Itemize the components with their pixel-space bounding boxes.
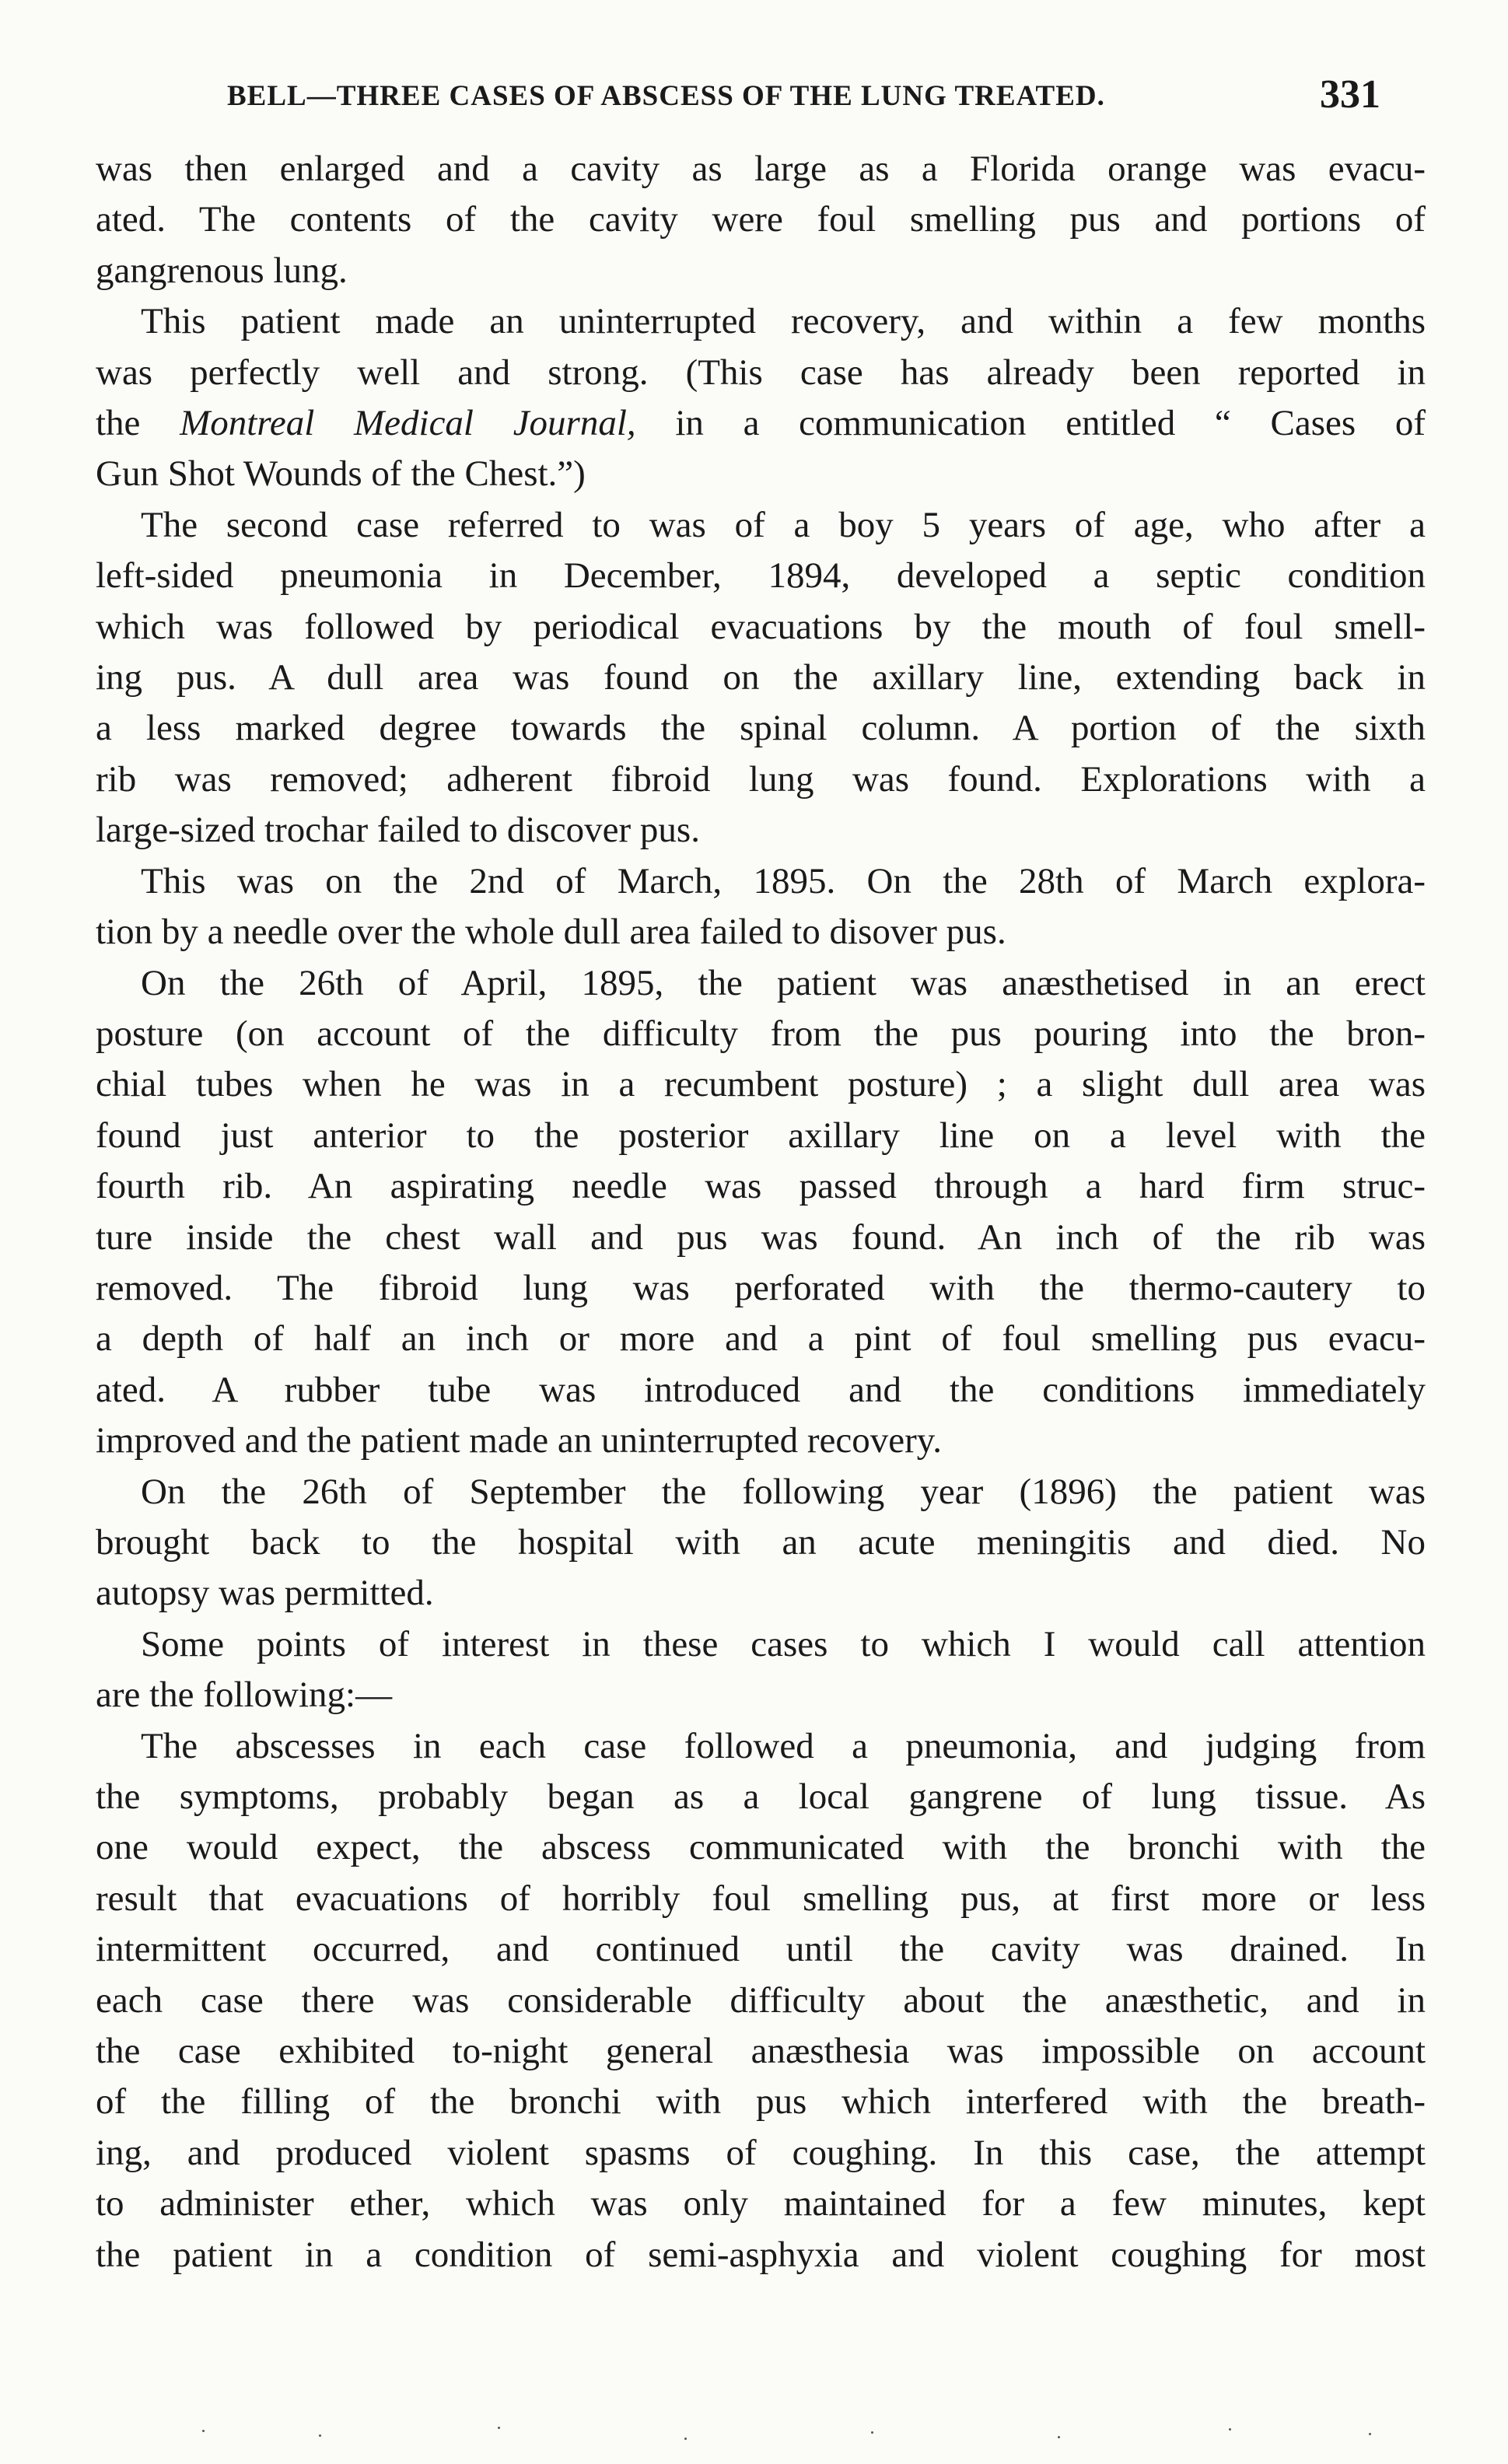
text-line: each case there was considerable difficulty about the anæsthetic, and in xyxy=(96,1979,1426,2021)
text-line: The second case referred to was of a boy 5 years of age, who after a xyxy=(141,504,1426,545)
text-line: The abscesses in each case followed a pneumonia, and judging from xyxy=(141,1725,1426,1766)
text-line: ated. A rubber tube was introduced and the conditions immediately xyxy=(96,1369,1426,1410)
text-line: ated. The contents of the cavity were foul smelling pus and portions of xyxy=(96,199,1426,240)
text-line: ing, and produced violent spasms of coughing. In this case, the attempt xyxy=(96,2132,1426,2173)
text-line: result that evacuations of horribly foul smelling pus, at first more or less xyxy=(96,1878,1426,1919)
text-before-journal: the xyxy=(96,403,180,444)
page-header xyxy=(0,72,1508,134)
text-line: intermittent occurred, and continued until the cavity was drained. In xyxy=(96,1929,1426,1970)
text-after-journal: in a communication entitled “ Cases of xyxy=(635,403,1426,444)
text-line: chial tubes when he was in a recumbent posture) ; a slight dull area was xyxy=(96,1064,1426,1105)
text-line: ture inside the chest wall and pus was found. An inch of the rib was xyxy=(96,1216,1426,1258)
text-line: are the following:— xyxy=(96,1675,393,1716)
text-line: found just anterior to the posterior axillary line on a level with the xyxy=(96,1115,1426,1156)
page-number: 331 xyxy=(1320,72,1380,117)
running-head: BELL—THREE CASES OF ABSCESS OF THE LUNG TREATED. xyxy=(227,80,1105,112)
text-line: left-sided pneumonia in December, 1894, developed a septic condition xyxy=(96,555,1426,597)
speck xyxy=(1058,2436,1060,2438)
speck xyxy=(871,2431,873,2434)
text-line: ing pus. A dull area was found on the axillary line, extending back in xyxy=(96,657,1426,698)
text-line: tion by a needle over the whole dull area failed to disover pus. xyxy=(96,912,1006,953)
speck xyxy=(202,2430,205,2432)
text-line: the patient in a condition of semi-asphyxia and violent coughing for most xyxy=(96,2234,1426,2275)
text-line: improved and the patient made an uninterrupted recovery. xyxy=(96,1420,942,1461)
speck xyxy=(1229,2428,1231,2431)
text-line xyxy=(96,398,1426,449)
speck xyxy=(498,2427,500,2429)
text-line: fourth rib. An aspirating needle was passed through a hard firm struc- xyxy=(96,1166,1426,1207)
text-line: Gun Shot Wounds of the Chest.”) xyxy=(96,453,586,495)
text-line: On the 26th of September the following year (1896) the patient was xyxy=(141,1471,1426,1512)
text-line: large-sized trochar failed to discover pus. xyxy=(96,810,700,851)
text-line: which was followed by periodical evacuations by the mouth of foul smell- xyxy=(96,606,1426,647)
text-line: the symptoms, probably began as a local gangrene of lung tissue. As xyxy=(96,1776,1426,1817)
text-line: autopsy was permitted. xyxy=(96,1573,434,1614)
speck xyxy=(684,2438,687,2440)
text-line: brought back to the hospital with an acute meningitis and died. No xyxy=(96,1521,1426,1563)
body-text xyxy=(96,144,1426,2280)
journal-title: Montreal Medical Journal, xyxy=(180,403,636,444)
speck xyxy=(319,2434,321,2437)
speck xyxy=(1369,2433,1371,2435)
text-line: This patient made an uninterrupted recovery, and within a few months xyxy=(141,301,1426,342)
text-line: rib was removed; adherent fibroid lung was found. Explorations with a xyxy=(96,758,1426,800)
text-line: On the 26th of April, 1895, the patient was anæsthetised in an erect xyxy=(141,962,1426,1003)
text-line: the case exhibited to-night general anæsthesia was impossible on account xyxy=(96,2031,1426,2072)
text-line: was perfectly well and strong. (This case has already been reported in xyxy=(96,352,1426,393)
text-line: posture (on account of the difficulty from the pus pouring into the bron- xyxy=(96,1013,1426,1054)
text-line: one would expect, the abscess communicated with the bronchi with the xyxy=(96,1827,1426,1868)
text-line: This was on the 2nd of March, 1895. On the 28th of March explora- xyxy=(141,860,1426,901)
text-line: Some points of interest in these cases to which I would call attention xyxy=(141,1623,1426,1664)
text-line: to administer ether, which was only maintained for a few minutes, kept xyxy=(96,2183,1426,2224)
text-line: gangrenous lung. xyxy=(96,250,348,291)
text-line: a depth of half an inch or more and a pint of foul smelling pus evacu- xyxy=(96,1318,1426,1360)
text-line: a less marked degree towards the spinal column. A portion of the sixth xyxy=(96,708,1426,749)
text-line: of the filling of the bronchi with pus which interfered with the breath- xyxy=(96,2081,1426,2123)
text-line: removed. The fibroid lung was perforated with the thermo-cautery to xyxy=(96,1267,1426,1308)
text-line: was then enlarged and a cavity as large as a Florida orange was evacu- xyxy=(96,149,1426,189)
